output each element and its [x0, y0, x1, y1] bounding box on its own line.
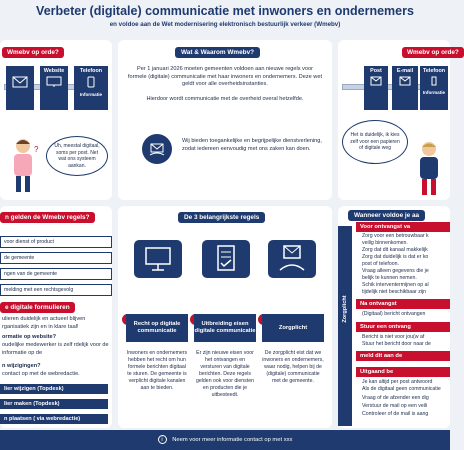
- action-item: lier maken (Topdesk): [0, 399, 108, 409]
- list-item: Zorg dat dit kanaal makkelijk: [362, 247, 428, 253]
- footer-text: Neem voor meer informatie contact op met xxx: [172, 437, 293, 443]
- rule-title-1: Recht op digitale communicatie: [126, 314, 188, 342]
- list-item: Als de digitaal geen communicatie: [362, 386, 441, 392]
- speech-bubble-right: Het is duidelijk, ik kies zelf voor een papieren of digitale weg: [342, 120, 408, 164]
- rules-panel: [118, 206, 332, 428]
- envelope-icon: [12, 76, 28, 88]
- list-item: Bericht is niet voor jou(w af: [362, 334, 425, 340]
- helping-hand-icon: [268, 240, 316, 278]
- svg-text:?: ?: [34, 145, 39, 154]
- channel-post: Post: [364, 66, 388, 110]
- list-item: Verstuur de mail op een veili: [362, 403, 428, 409]
- changes-text: contact op met de webredactie.: [2, 371, 80, 377]
- list-item: Controleer of de mail is aang: [362, 411, 429, 417]
- phone-icon: [85, 76, 97, 88]
- top-right-panel: [338, 40, 450, 200]
- envelope-icon: [370, 76, 382, 86]
- footer-bar: [0, 430, 450, 450]
- speech-bubble-left: Uh, meestal digitaal, soms per post. Net wat ons systeem aankan.: [46, 136, 108, 176]
- forms-text: ulieren duidelijk en actueel blijven rganisatiek zijn en in klare taal!: [2, 316, 86, 330]
- intro-paragraph-2: Hierdoor wordt communicatie met de overheid overal hetzelfde.: [146, 96, 304, 102]
- rule-text-3: De zorgplicht eist dat we inwoners en ondernemers, waar nodig, helpen bij de (digitale) communicatie met de gemeente.: [262, 350, 324, 385]
- channel-email: E-mail: [392, 66, 418, 110]
- list-item: voor dienst of product: [0, 236, 112, 248]
- list-item: veilig binnenkomen.: [362, 240, 408, 246]
- list-item: Schik interventermijnen op al: [362, 282, 429, 288]
- list-item: de gemeente: [0, 252, 112, 264]
- label-rules-left: n gelden de Wmebv regels?: [0, 212, 95, 223]
- section-head: meld dit aan de: [356, 351, 450, 361]
- action-item: n plaatsen ( via webredactie): [0, 414, 108, 424]
- list-item: Je kan altijd per post antwoord: [362, 379, 433, 385]
- section-head: Na ontvangst: [356, 299, 450, 309]
- service-paragraph: Wij bieden toegankelijke en begrijpelijke dienstverlening, zodat iedereen eenvoudig met ons zaken kan doen.: [182, 138, 322, 152]
- document-icon: [202, 240, 250, 278]
- label-wanneer-voldoe: Wanneer voldoe je aa: [348, 210, 425, 221]
- zorgplicht-side-label: Zorgplicht: [342, 295, 348, 323]
- list-item: Stuur het bericht door naar de: [362, 341, 431, 347]
- list-item: Zorg voor een betrouwbaar k: [362, 233, 429, 239]
- section-head: Voor ontvangst va: [356, 222, 450, 232]
- label-wmebv-op-orde-left: Wmebv op orde?: [2, 47, 64, 58]
- channel-telefoon: Telefoon Informatie: [74, 66, 108, 110]
- label-wmebv-op-orde-right: Wmebv op orde?: [402, 47, 464, 58]
- label-wat-waarom: Wat & Waarom Wmebv?: [175, 47, 260, 58]
- service-icon: [142, 134, 172, 164]
- top-left-panel: [0, 40, 112, 200]
- intro-paragraph: Per 1 januari 2026 moeten gemeenten voldoen aan nieuwe regels voor formele (digitale) communicatie met haar inwoners en ondernemers. Deze wet geldt voor alle overheidsinstanties.: [128, 66, 323, 88]
- list-item: Vraag alleen gegevens die je: [362, 268, 429, 274]
- website-question: ormatie op website?: [2, 334, 57, 340]
- channel-telefoon-right: Telefoon Informatie: [420, 66, 448, 110]
- rule-text-2: Er zijn nieuwe eisen voor het ontvangen en versturen van digitale berichten. Deze regels gelden ook voor diensten en producten die je uitbesteedt.: [196, 350, 254, 399]
- channel-box-1: [6, 66, 34, 110]
- label-3-rules: De 3 belangrijkste regels: [178, 212, 265, 223]
- changes-question: n wijzigingen?: [2, 363, 41, 369]
- page-subtitle: en voldoe aan de Wet modernisering elektronisch bestuurlijk verkeer (Wmebv): [109, 21, 341, 28]
- phone-icon: [429, 76, 439, 86]
- label-digital-forms: e digitale formulieren: [0, 302, 75, 313]
- rule-title-3: Zorgplicht: [262, 314, 324, 342]
- mail-icon: [399, 76, 411, 86]
- list-item: post of telefoon.: [362, 261, 399, 267]
- list-item: Vraag of de afzender een dig: [362, 395, 429, 401]
- page-title: Verbeter (digitale) communicatie met inwoners en ondernemers: [36, 4, 414, 18]
- list-item: Zorg dat duidelijk is dat er ko: [362, 254, 429, 260]
- rule-text-1: Inwoners en ondernemers hebben het recht om hun formele berichten digitaal te sturen. De gemeente is verplicht digitale kanalen aan te bieden.: [126, 350, 188, 392]
- monitor-icon: [46, 76, 62, 88]
- info-icon: i: [158, 435, 167, 444]
- section-head: Stuur een ontvang: [356, 322, 450, 332]
- list-item: melding met een rechtsgevolg: [0, 284, 112, 296]
- person-illustration-right: [412, 140, 446, 198]
- rule-title-2: Uitbreiding eisen digitale communicatie: [194, 314, 256, 342]
- computer-icon: [134, 240, 182, 278]
- channel-website: Website: [40, 66, 68, 110]
- action-item: lier wijzigen (Topdesk): [0, 384, 108, 394]
- section-head: Uitgaand be: [356, 367, 450, 377]
- left-rules-panel: [0, 206, 112, 428]
- list-item: belijk te kunnen nemen.: [362, 275, 417, 281]
- website-text: oudelijke medewerker is zelf rdelijk voor de informatie op de: [2, 342, 109, 356]
- list-item: tijdelijk niet beschikbaar zijn: [362, 289, 427, 295]
- list-item: (Digitaal) bericht ontvangen: [362, 311, 426, 317]
- person-illustration: [6, 136, 40, 196]
- list-item: ngen van de gemeente: [0, 268, 112, 280]
- top-center-panel: [118, 40, 332, 200]
